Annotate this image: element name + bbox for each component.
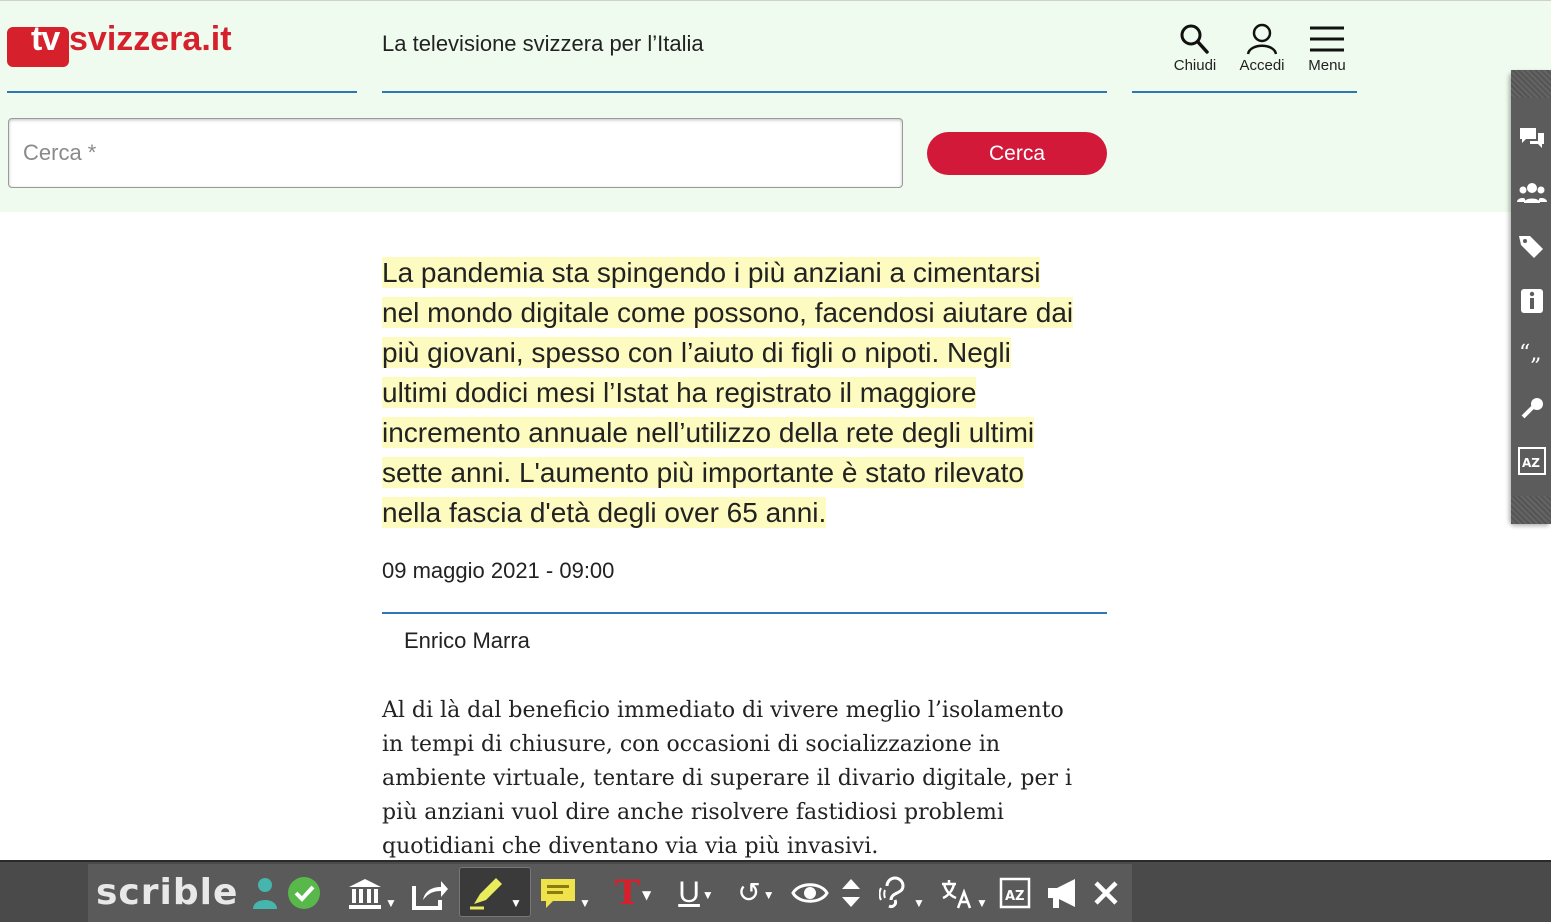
menu-button[interactable] <box>1297 23 1357 74</box>
users-icon[interactable] <box>1517 178 1547 208</box>
hamburger-icon <box>1308 23 1346 55</box>
search-toggle-label: Chiudi <box>1173 57 1217 74</box>
comments-icon[interactable] <box>1517 124 1547 154</box>
chevron-down-icon: ▼ <box>976 895 988 910</box>
underline-icon[interactable]: U ▼ <box>678 876 714 909</box>
sort-icon[interactable] <box>838 876 864 910</box>
listen-icon[interactable] <box>874 876 930 910</box>
article-lead <box>382 253 1082 533</box>
scrible-toolbar <box>0 860 1551 922</box>
svg-text:AZ: AZ <box>1522 456 1540 470</box>
svg-text:“„: “„ <box>1519 341 1542 366</box>
header-divider <box>7 91 357 93</box>
glossary-az-icon[interactable] <box>1517 446 1547 476</box>
sidebar-grip-bottom[interactable] <box>1511 496 1551 524</box>
sidebar-grip-top[interactable] <box>1511 70 1551 98</box>
sticky-note-icon[interactable] <box>535 876 595 910</box>
close-icon[interactable] <box>1092 876 1120 910</box>
article-date: 09 maggio 2021 - 09:00 <box>382 558 615 583</box>
article-author: Enrico Marra <box>404 628 530 653</box>
quote-icon[interactable] <box>1517 340 1547 370</box>
search-icon <box>1178 23 1212 55</box>
megaphone-icon[interactable] <box>1044 876 1084 910</box>
chevron-down-icon: ▼ <box>701 887 714 902</box>
chevron-down-icon: ▼ <box>385 895 397 910</box>
translate-icon[interactable] <box>936 876 992 910</box>
user-icon <box>1245 23 1279 55</box>
text-color-icon[interactable]: T ▼ <box>614 873 652 913</box>
site-logo[interactable] <box>7 19 247 67</box>
svg-text:AZ: AZ <box>1005 889 1025 904</box>
undo-icon[interactable]: ↺ ▼ <box>737 877 775 908</box>
highlighter-icon[interactable] <box>463 876 527 910</box>
eye-icon[interactable] <box>790 876 830 910</box>
logo-text: svizzera.it <box>69 20 232 58</box>
library-icon[interactable] <box>342 876 402 910</box>
header-divider <box>1132 91 1357 93</box>
user-icon[interactable] <box>250 876 280 910</box>
scrible-sidebar <box>1511 70 1551 524</box>
info-icon[interactable] <box>1517 286 1547 316</box>
tags-icon[interactable] <box>1517 232 1547 262</box>
site-tagline: La televisione svizzera per l’Italia <box>382 31 704 56</box>
article-divider <box>382 612 1107 614</box>
menu-label: Menu <box>1308 57 1346 74</box>
scrible-brand: scrible <box>96 872 239 913</box>
chevron-down-icon: ▼ <box>762 887 775 902</box>
chevron-down-icon: ▼ <box>913 895 925 910</box>
key-icon[interactable] <box>1517 394 1547 424</box>
check-circle-icon[interactable] <box>286 876 322 910</box>
profile-button[interactable] <box>1232 23 1292 74</box>
search-input[interactable] <box>8 118 903 188</box>
search-submit-button[interactable]: Cerca <box>927 132 1107 175</box>
highlighted-lead-text: La pandemia sta spingendo i più anziani a cimentarsi nel mondo digitale come possono, facendosi aiutare dai più giovani, spesso con l’aiuto di figli o nipoti. Negli ultimi dodici mesi l’Istat ha registrato il maggiore incremento annuale nell’utilizzo della rete degli ultimi sette anni. L'aumento più importante è stato rilevato nella fascia d'età degli over 65 anni. <box>382 257 1074 528</box>
share-icon[interactable] <box>410 876 450 910</box>
chevron-down-icon: ▼ <box>642 888 652 902</box>
glossary-az-icon[interactable] <box>998 876 1032 910</box>
logo-prefix: tv <box>31 20 60 58</box>
search-toggle-button[interactable] <box>1165 23 1225 74</box>
chevron-down-icon: ▼ <box>510 895 522 910</box>
profile-label: Accedi <box>1239 57 1285 74</box>
site-header <box>0 0 1551 212</box>
article-body: Al di là dal beneficio immediato di vivere meglio l’isolamento in tempi di chiusure, con occasioni di socializzazione in ambiente virtuale, tentare di superare il divario digitale, per i più anziani vuol dire anche risolvere fastidiosi problemi quotidiani che diventano via via più invasivi. <box>382 698 1073 859</box>
chevron-down-icon: ▼ <box>579 895 591 910</box>
header-divider <box>382 91 1107 93</box>
